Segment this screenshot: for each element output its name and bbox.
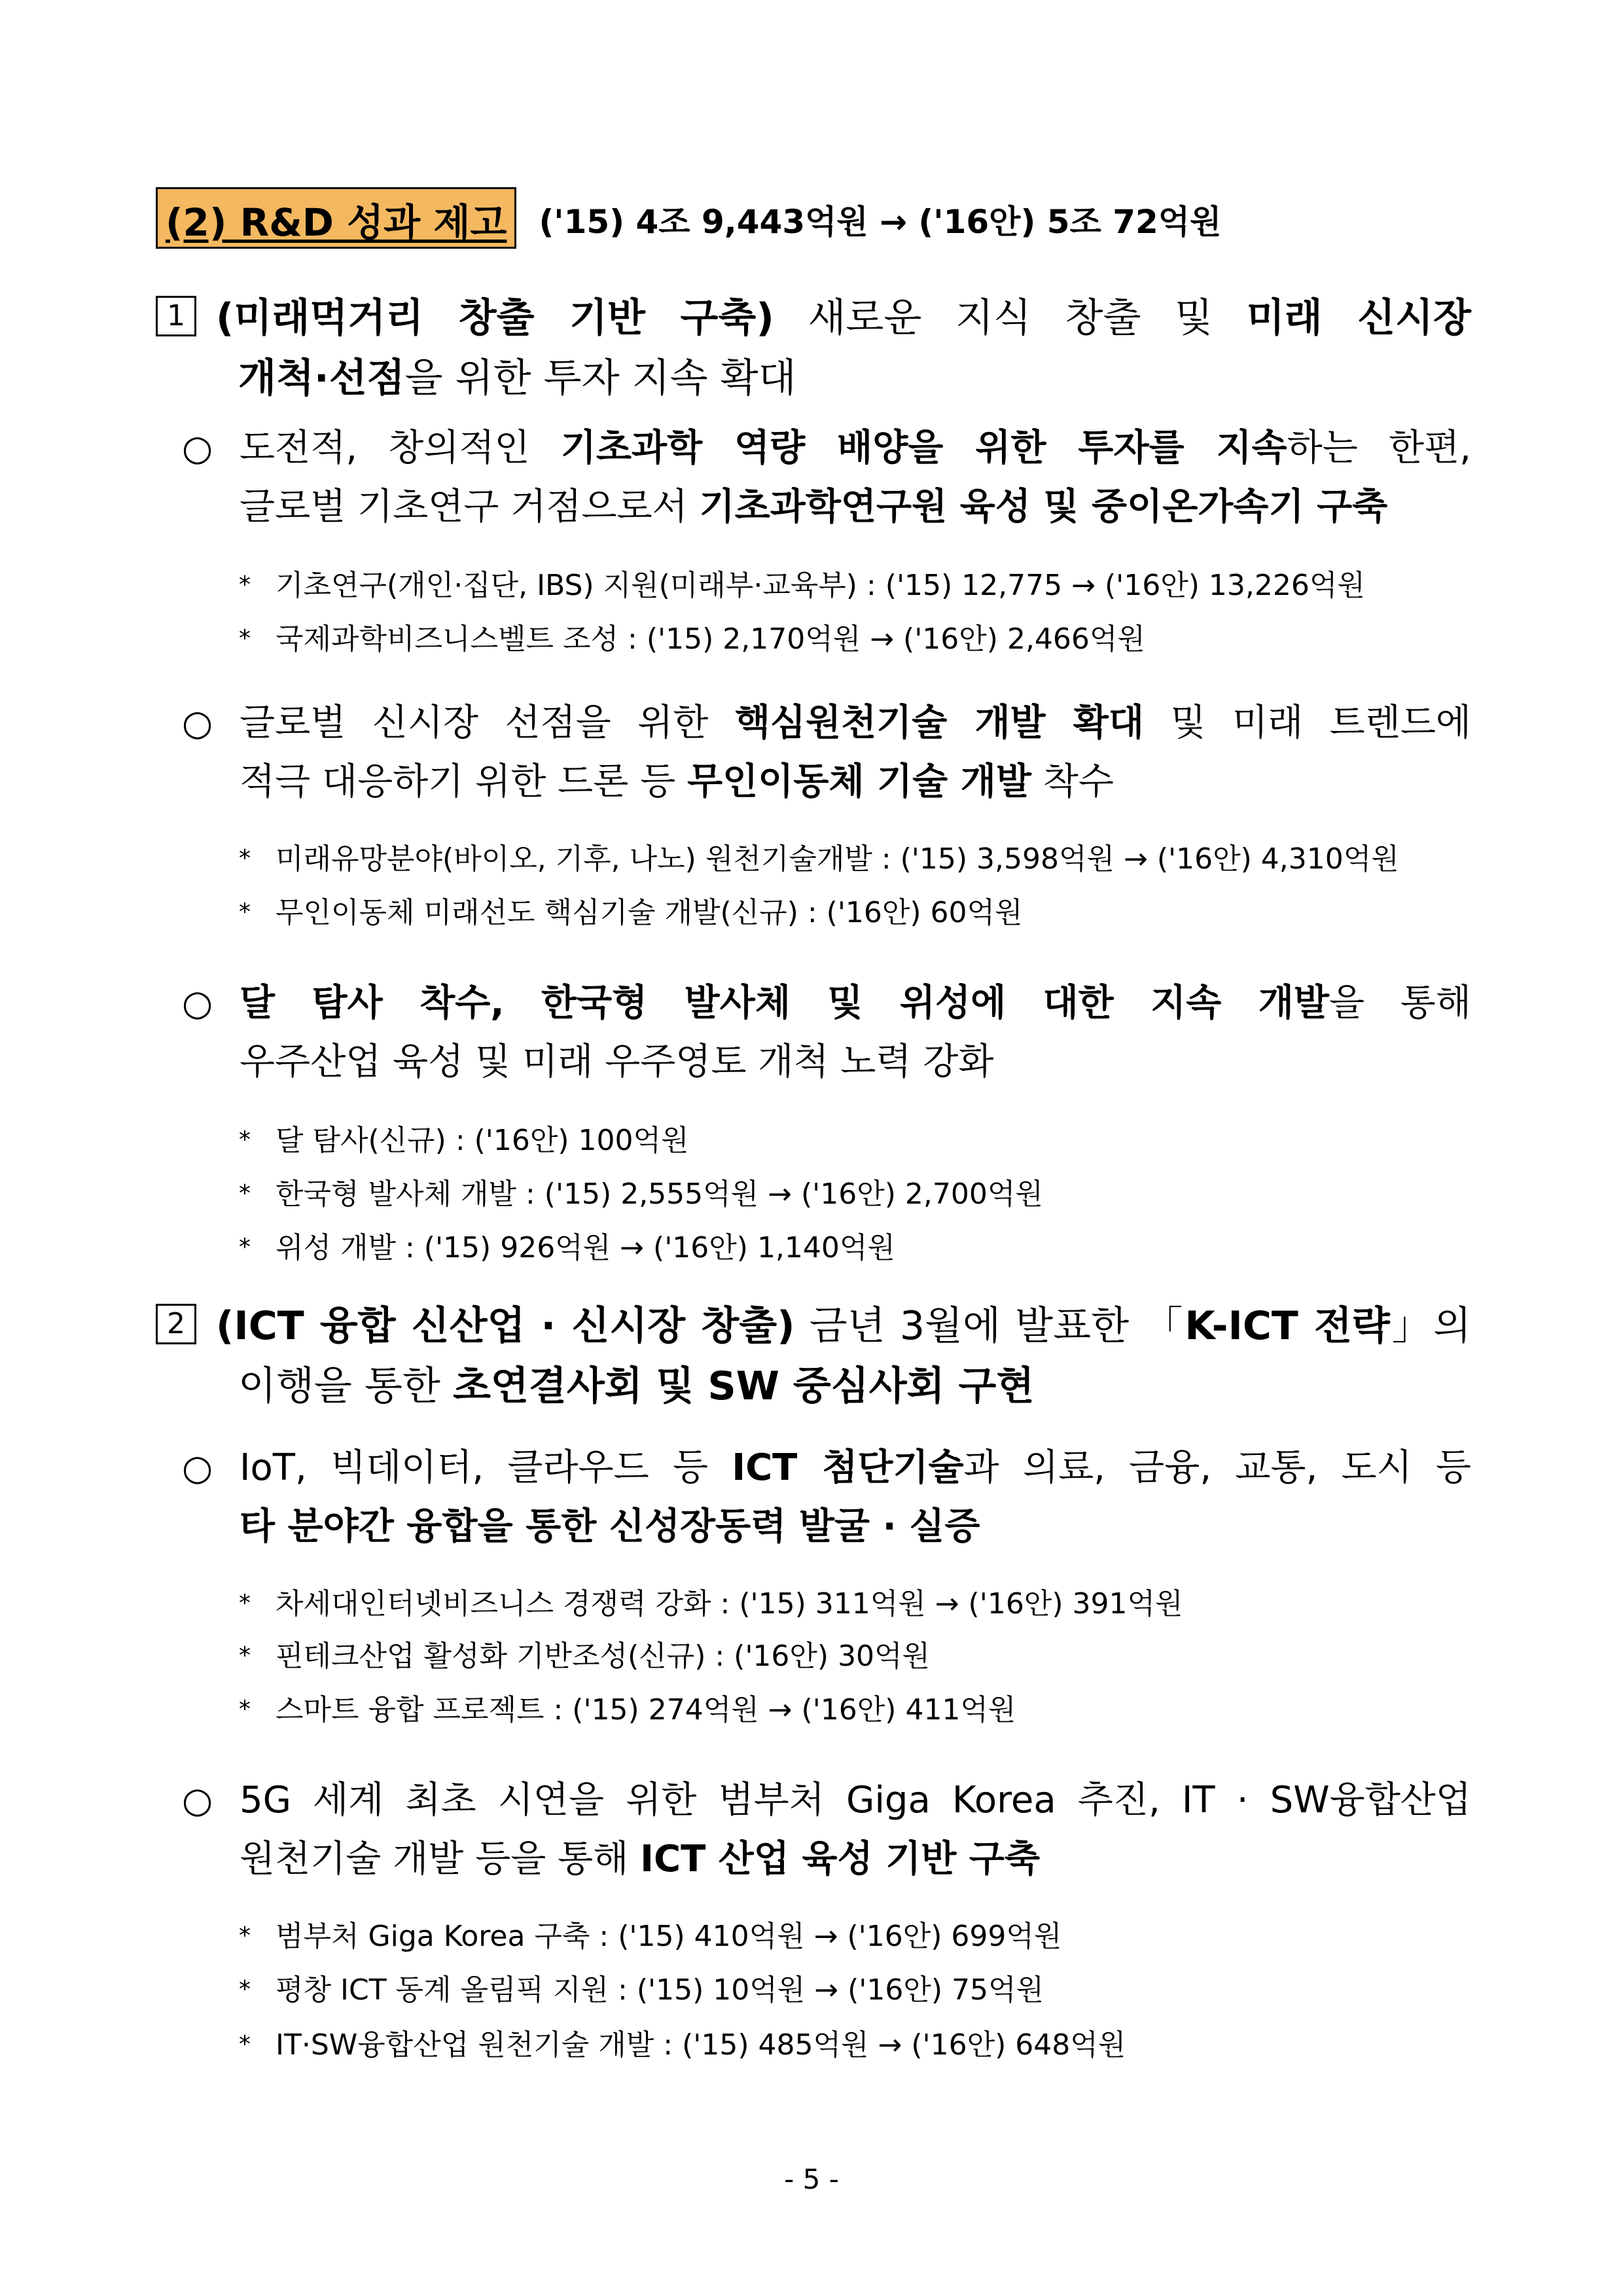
heading-budget-summary: ('15) 4조 9,443억원 → ('16안) 5조 72억원 bbox=[539, 203, 1222, 241]
section-text: 」의 bbox=[1389, 1303, 1471, 1349]
asterisk-icon: * bbox=[239, 1180, 251, 1207]
bullet-line bbox=[240, 419, 1471, 478]
bullet-text: 5G 세계 최초 시연을 위한 범부처 Giga Korea 추진, IT · SW융합산업 bbox=[240, 1779, 1471, 1821]
asterisk-icon: * bbox=[239, 625, 251, 652]
asterisk-icon: * bbox=[239, 1126, 251, 1153]
bullet-line bbox=[240, 478, 1471, 537]
section-number: 2 bbox=[156, 1304, 196, 1344]
note-text: 한국형 발사체 개발 : ('15) 2,555억원 → ('16안) 2,700억원 bbox=[276, 1177, 1043, 1211]
asterisk-icon: * bbox=[239, 571, 251, 598]
section-emphasis: 미래 신시장 bbox=[1246, 295, 1471, 341]
bullet-item bbox=[182, 1439, 1471, 1556]
section-topic: (ICT 융합 신산업 · 신시장 창출) bbox=[216, 1303, 795, 1349]
note-line bbox=[239, 565, 1365, 605]
section-text: 을 위한 투자 지속 확대 bbox=[404, 355, 796, 401]
note-line bbox=[239, 1121, 689, 1160]
note-text: 핀테크산업 활성화 기반조성(신규) : ('16안) 30억원 bbox=[276, 1640, 931, 1673]
bullet-line bbox=[240, 1498, 1471, 1556]
bullet-text: 및 미래 트렌드에 bbox=[1144, 702, 1472, 744]
note-line bbox=[239, 1228, 895, 1268]
note-line bbox=[239, 1970, 1044, 2010]
circle-bullet-icon: ○ bbox=[182, 982, 213, 1024]
section-heading bbox=[156, 187, 1221, 249]
section-emphasis: K-ICT 전략 bbox=[1185, 1303, 1390, 1349]
section-text: 이행을 통한 bbox=[238, 1363, 453, 1409]
note-text: 위성 개발 : ('15) 926억원 → ('16안) 1,140억원 bbox=[276, 1231, 895, 1265]
note-line bbox=[239, 1636, 930, 1676]
bullet-line bbox=[240, 974, 1471, 1033]
bullet-emphasis: 기초과학 역량 배양을 위한 투자를 지속 bbox=[560, 427, 1287, 469]
asterisk-icon: * bbox=[239, 845, 251, 872]
bullet-text: 하는 한편, bbox=[1287, 427, 1471, 469]
bullet-emphasis: 달 탐사 착수, 한국형 발사체 및 위성에 대한 지속 개발 bbox=[240, 982, 1329, 1024]
bullet-text: 을 통해 bbox=[1329, 982, 1471, 1024]
bullet-text: IoT, 빅데이터, 클라우드 등 bbox=[240, 1446, 732, 1489]
bullet-emphasis: 타 분야간 융합을 통한 신성장동력 발굴 · 실증 bbox=[240, 1505, 980, 1548]
note-text: 스마트 융합 프로젝트 : ('15) 274억원 → ('16안) 411억원 bbox=[276, 1693, 1016, 1727]
circle-bullet-icon: ○ bbox=[182, 1780, 213, 1821]
circle-bullet-icon: ○ bbox=[182, 427, 213, 469]
bullet-text: 원천기술 개발 등을 통해 bbox=[240, 1838, 641, 1880]
note-line bbox=[239, 893, 1023, 933]
section-title-line2 bbox=[238, 348, 1471, 408]
asterisk-icon: * bbox=[239, 899, 251, 925]
note-text: 기초연구(개인·집단, IBS) 지원(미래부·교육부) : ('15) 12,775 → ('16안) 13,226억원 bbox=[276, 569, 1365, 602]
bullet-text: 도전적, 창의적인 bbox=[240, 427, 561, 469]
bullet-item bbox=[182, 419, 1471, 537]
bullet-line bbox=[240, 1771, 1471, 1830]
note-text: 미래유망분야(바이오, 기후, 나노) 원천기술개발 : ('15) 3,598억원 → ('16안) 4,310억원 bbox=[276, 842, 1399, 876]
bullet-line bbox=[240, 1033, 1471, 1092]
bullet-line bbox=[240, 1439, 1471, 1498]
bullet-emphasis: ICT 첨단기술 bbox=[732, 1446, 964, 1489]
note-text: 국제과학비즈니스벨트 조성 : ('15) 2,170억원 → ('16안) 2,466억원 bbox=[276, 622, 1145, 656]
bullet-line bbox=[240, 694, 1471, 753]
asterisk-icon: * bbox=[239, 1696, 251, 1723]
section-2 bbox=[156, 1296, 1471, 1416]
bullet-emphasis: 무인이동체 기술 개발 bbox=[687, 761, 1031, 803]
circle-bullet-icon: ○ bbox=[182, 1447, 213, 1488]
section-title-line2 bbox=[238, 1356, 1471, 1416]
bullet-emphasis: ICT 산업 육성 기반 구축 bbox=[640, 1838, 1041, 1880]
section-text: 새로운 지식 창출 및 bbox=[774, 295, 1247, 341]
section-1 bbox=[156, 288, 1471, 408]
bullet-text: 글로벌 신시장 선점을 위한 bbox=[240, 702, 735, 744]
section-topic: (미래먹거리 창출 기반 구축) bbox=[216, 295, 774, 341]
bullet-text: 적극 대응하기 위한 드론 등 bbox=[240, 761, 688, 803]
section-emphasis: 개척·선점 bbox=[238, 355, 405, 401]
asterisk-icon: * bbox=[239, 2031, 251, 2058]
bullet-text: 착수 bbox=[1031, 761, 1114, 803]
section-number: 1 bbox=[156, 296, 196, 336]
note-text: 달 탐사(신규) : ('16안) 100억원 bbox=[276, 1124, 689, 1157]
bullet-item bbox=[182, 1771, 1471, 1889]
bullet-item bbox=[182, 694, 1471, 812]
note-text: IT·SW융합산업 원천기술 개발 : ('15) 485억원 → ('16안) 648억원 bbox=[276, 2028, 1126, 2062]
section-text: 금년 3월에 발표한 「 bbox=[794, 1303, 1185, 1349]
bullet-text: 과 의료, 금융, 교통, 도시 등 bbox=[963, 1446, 1471, 1489]
bullet-text: 우주산업 육성 및 미래 우주영토 개척 노력 강화 bbox=[240, 1041, 994, 1083]
bullet-text: 글로벌 기초연구 거점으로서 bbox=[240, 486, 700, 528]
section-title-line1 bbox=[216, 1296, 1471, 1356]
asterisk-icon: * bbox=[239, 1922, 251, 1949]
note-text: 범부처 Giga Korea 구축 : ('15) 410억원 → ('16안) 699억원 bbox=[276, 1920, 1062, 1953]
note-line bbox=[239, 839, 1399, 879]
bullet-line bbox=[240, 1830, 1471, 1889]
asterisk-icon: * bbox=[239, 1642, 251, 1669]
bullet-emphasis: 핵심원천기술 개발 확대 bbox=[734, 702, 1145, 744]
note-line bbox=[239, 2025, 1126, 2065]
asterisk-icon: * bbox=[239, 1590, 251, 1617]
asterisk-icon: * bbox=[239, 1234, 251, 1261]
bullet-item bbox=[182, 974, 1471, 1092]
note-text: 차세대인터넷비즈니스 경쟁력 강화 : ('15) 311억원 → ('16안) 391억원 bbox=[276, 1587, 1183, 1621]
heading-label: (2) R&D 성과 제고 bbox=[156, 187, 516, 249]
note-line bbox=[239, 1690, 1016, 1730]
note-line bbox=[239, 619, 1145, 659]
section-title-line1 bbox=[216, 288, 1471, 348]
note-line bbox=[239, 1174, 1043, 1214]
page-number: - 5 - bbox=[784, 2163, 839, 2195]
note-line bbox=[239, 1584, 1183, 1624]
section-emphasis: 초연결사회 및 SW 중심사회 구현 bbox=[452, 1363, 1035, 1409]
note-text: 무인이동체 미래선도 핵심기술 개발(신규) : ('16안) 60억원 bbox=[276, 896, 1023, 929]
circle-bullet-icon: ○ bbox=[182, 702, 213, 744]
asterisk-icon: * bbox=[239, 1976, 251, 2003]
note-line bbox=[239, 1916, 1061, 1956]
note-text: 평창 ICT 동계 올림픽 지원 : ('15) 10억원 → ('16안) 75억원 bbox=[276, 1973, 1044, 2007]
bullet-emphasis: 기초과학연구원 육성 및 중이온가속기 구축 bbox=[699, 486, 1388, 528]
bullet-line bbox=[240, 753, 1471, 812]
